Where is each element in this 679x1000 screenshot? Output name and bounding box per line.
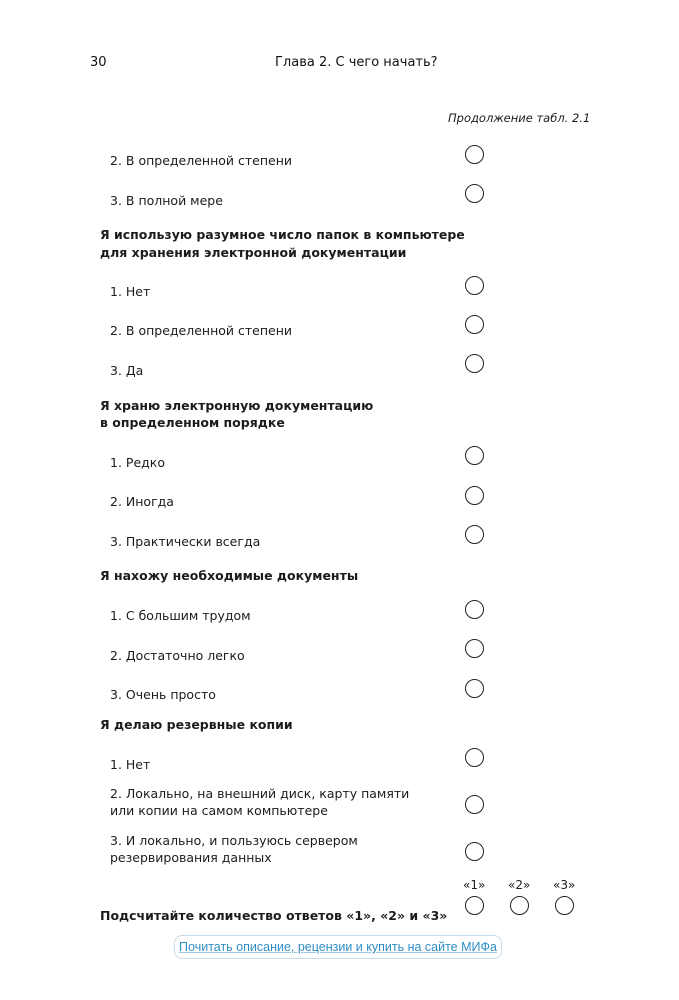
option-label: 3. И локально, и пользуюсь сервером (110, 833, 358, 848)
option-label: 2. Иногда (110, 494, 174, 509)
option-label: 1. С большим трудом (110, 608, 251, 623)
question-title: Я храню электронную документацию (100, 398, 374, 413)
question-title: в определенном порядке (100, 415, 285, 430)
answer-circle[interactable] (465, 842, 484, 861)
count-circle-3[interactable] (555, 896, 574, 915)
page-number: 30 (90, 55, 107, 70)
option-label: 3. В полной мере (110, 193, 223, 208)
summary-label: Подсчитайте количество ответов «1», «2» и «3» (100, 908, 448, 923)
answer-circle[interactable] (465, 795, 484, 814)
answer-circle[interactable] (465, 600, 484, 619)
option-label: 2. Локально, на внешний диск, карту памяти (110, 786, 410, 801)
question-title: Я делаю резервные копии (100, 717, 293, 732)
option-label: 3. Да (110, 363, 144, 378)
option-label: 2. В определенной степени (110, 323, 293, 338)
answer-circle[interactable] (465, 525, 484, 544)
option-label: 1. Нет (110, 757, 151, 772)
option-label: 1. Редко (110, 455, 165, 470)
question-title: для хранения электронной документации (100, 245, 407, 260)
answer-circle[interactable] (465, 354, 484, 373)
option-label: 2. Достаточно легко (110, 648, 245, 663)
count-circle-1[interactable] (465, 896, 484, 915)
question-title: Я нахожу необходимые документы (100, 568, 359, 583)
option-label: 1. Нет (110, 284, 151, 299)
answer-circle[interactable] (465, 679, 484, 698)
count-column-3-label: «3» (553, 878, 576, 892)
buy-book-link[interactable]: Почитать описание, рецензии и купить на сайте МИФа (174, 935, 502, 959)
count-circle-2[interactable] (510, 896, 529, 915)
answer-circle[interactable] (465, 486, 484, 505)
answer-circle[interactable] (465, 276, 484, 295)
count-column-2-label: «2» (508, 878, 531, 892)
option-label: 3. Практически всегда (110, 534, 261, 549)
answer-circle[interactable] (465, 145, 484, 164)
chapter-title: Глава 2. С чего начать? (275, 55, 438, 70)
answer-circle[interactable] (465, 748, 484, 767)
answer-circle[interactable] (465, 446, 484, 465)
option-label: резервирования данных (110, 850, 272, 865)
option-label: 2. В определенной степени (110, 153, 293, 168)
option-label: или копии на самом компьютере (110, 803, 328, 818)
question-title: Я использую разумное число папок в компьютере (100, 227, 465, 242)
option-label: 3. Очень просто (110, 687, 216, 702)
answer-circle[interactable] (465, 315, 484, 334)
answer-circle[interactable] (465, 184, 484, 203)
count-column-1-label: «1» (463, 878, 486, 892)
table-continuation-note: Продолжение табл. 2.1 (448, 111, 591, 125)
answer-circle[interactable] (465, 639, 484, 658)
